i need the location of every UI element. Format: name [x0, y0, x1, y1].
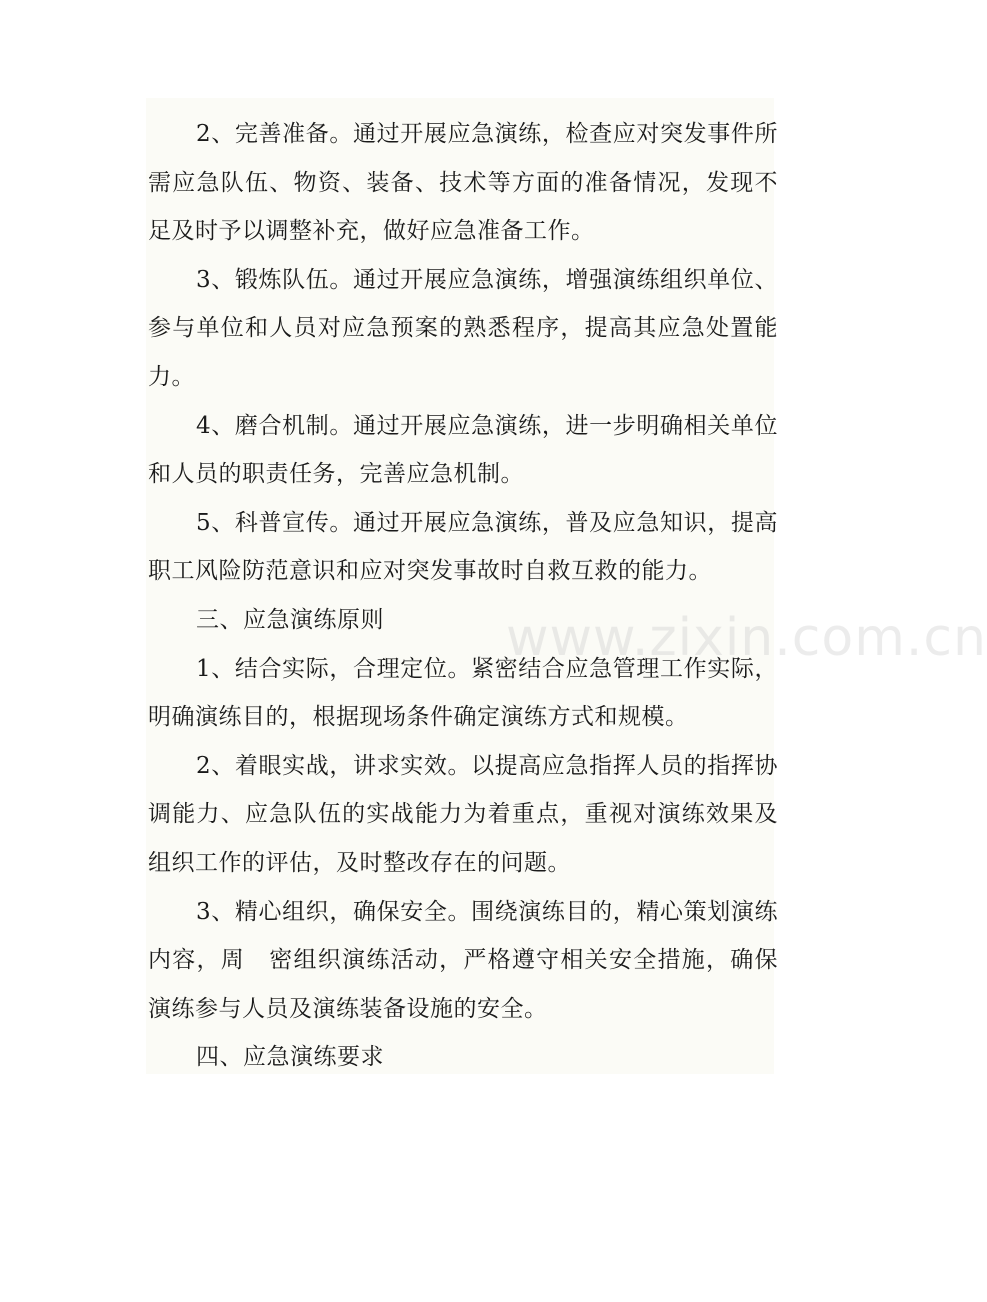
paragraph-principle-3: 3、精心组织，确保安全。围绕演练目的，精心策划演练内容，周 密组织演练活动，严格遵守相关安全措施，确保演练参与人员及演练装备设施的安全。: [148, 898, 778, 1022]
paragraph-prepare: 2、完善准备。通过开展应急演练，检查应对突发事件所需应急队伍、物资、装备、技术等方面的准备情况，发现不足及时予以调整补充，做好应急准备工作。: [148, 121, 778, 245]
paragraph-mechanism: 4、磨合机制。通过开展应急演练，进一步明确相关单位和人员的职责任务，完善应急机制。: [148, 412, 778, 488]
paragraph-principle-1: 1、结合实际，合理定位。紧密结合应急管理工作实际，明确演练目的，根据现场条件确定演练方式和规模。: [148, 655, 778, 731]
watermark-text: www.zixin.com.cn: [506, 608, 987, 668]
paragraph-train-team: 3、锻炼队伍。通过开展应急演练，增强演练组织单位、参与单位和人员对应急预案的熟悉程序，提高其应急处置能力。: [148, 266, 778, 390]
document-body: [148, 110, 778, 1082]
paragraph-publicity: 5、科普宣传。通过开展应急演练，普及应急知识，提高职工风险防范意识和应对突发事故时自救互救的能力。: [148, 509, 778, 585]
paragraph-principle-2: 2、着眼实战，讲求实效。以提高应急指挥人员的指挥协调能力、应急队伍的实战能力为着重点，重视对演练效果及组织工作的评估，及时整改存在的问题。: [148, 752, 778, 876]
section-heading-principles: 三、应急演练原则: [196, 606, 384, 633]
section-heading-requirements: 四、应急演练要求: [196, 1044, 384, 1071]
